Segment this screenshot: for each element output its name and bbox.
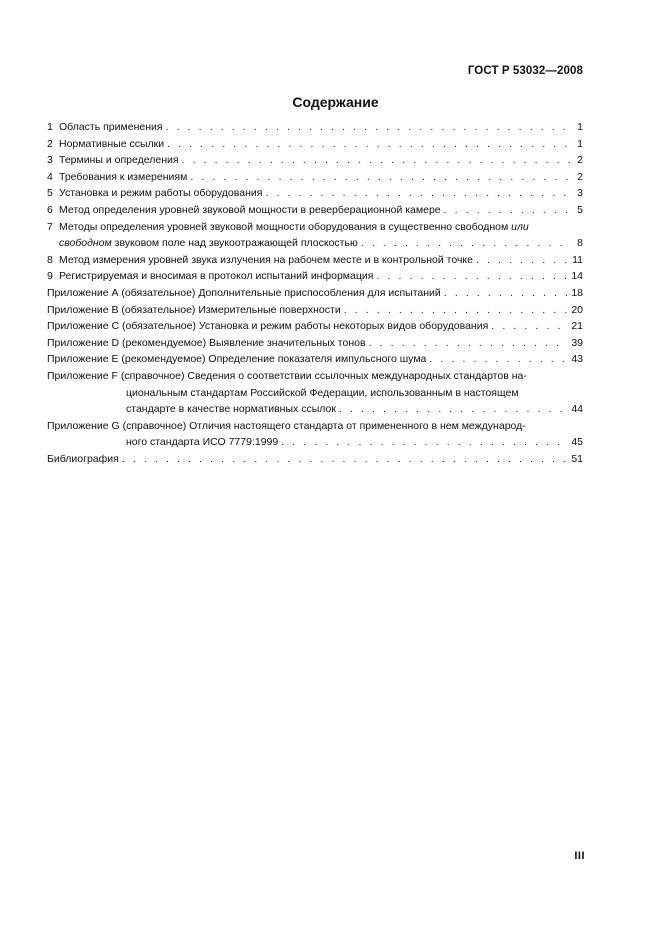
toc-entry-page: 2 <box>577 170 583 183</box>
toc-entry-line <box>47 387 583 404</box>
toc-entry-1[interactable] <box>47 121 583 138</box>
toc-annex-label-line1: Приложение F (справочное) Сведения о соответствии ссылочных международных стандартов на- <box>47 369 527 382</box>
toc-annex-d[interactable] <box>47 337 583 354</box>
toc-entry-line <box>47 237 583 254</box>
toc-entry-label: Регистрируемая и вносимая в протокол испытаний информация <box>59 270 374 283</box>
toc-entry-number: 3 <box>47 154 53 167</box>
toc-bibliography[interactable] <box>47 453 583 470</box>
toc-annex-label-line3: стандарте в качестве нормативных ссылок <box>126 403 336 416</box>
toc-entry-9[interactable] <box>47 270 583 287</box>
toc-entry-page: 45 <box>571 436 583 449</box>
toc-entry-5[interactable] <box>47 187 583 204</box>
page-number: III <box>574 850 585 862</box>
toc-entry-page: 39 <box>571 336 583 349</box>
toc-entry-page: 44 <box>571 403 583 416</box>
toc-entry-line <box>47 403 583 420</box>
leader-dots <box>491 320 568 332</box>
toc-entry-page: 43 <box>571 353 583 366</box>
toc-entry-2[interactable] <box>47 138 583 155</box>
toc-entry-number: 1 <box>47 121 53 133</box>
toc-entry-7[interactable] <box>47 221 583 254</box>
toc-annex-label: Приложение В (обязательное) Измерительные поверхности <box>47 303 341 316</box>
toc-entry-line <box>47 420 583 437</box>
toc-entry-number: 5 <box>47 187 53 200</box>
toc-entry-page: 14 <box>571 270 583 283</box>
leader-dots <box>167 138 570 150</box>
toc-annex-c[interactable] <box>47 320 583 337</box>
toc-bibliography-label: Библиография <box>47 452 119 465</box>
toc-annex-label: Приложение С (обязательное) Установка и режим работы некоторых видов оборудования <box>47 320 489 333</box>
toc-annex-f[interactable] <box>47 370 583 420</box>
toc-annex-label-line2: циональным стандартам Российской Федерации, использованным в настоящем <box>126 386 519 399</box>
toc-entry-label: Термины и определения <box>59 154 179 167</box>
leader-dots <box>444 287 569 299</box>
leader-dots <box>265 187 570 199</box>
toc-entry-page: 11 <box>572 253 583 266</box>
leader-dots <box>122 453 568 465</box>
toc-annex-label: Приложение Е (рекомендуемое) Определение показателя импульсного шума <box>47 353 427 366</box>
toc-entry-emphasis: свободном <box>59 237 112 250</box>
standard-header: ГОСТ Р 53032—2008 <box>467 65 583 77</box>
toc-entry-label: Метод измерения уровней звука излучения на рабочем месте и в контрольной точке <box>59 253 473 266</box>
toc-entry-page: 21 <box>571 320 583 333</box>
toc-entry-line <box>47 221 583 238</box>
toc-entry-page: 8 <box>577 237 583 250</box>
toc-entry-number: 7 <box>47 220 53 233</box>
leader-dots <box>190 171 570 183</box>
toc-entry-text: звуковом поле над звукоотражающей плоскостью <box>114 237 358 250</box>
toc-entry-page: 1 <box>577 121 583 133</box>
toc-entry-page: 18 <box>571 286 583 299</box>
toc-entry-page: 51 <box>571 452 583 465</box>
toc-entry-emphasis: или <box>511 220 529 233</box>
toc-annex-label: Приложение D (рекомендуемое) Выявление значительных тонов <box>47 336 366 349</box>
toc-entry-line <box>47 370 583 387</box>
toc-entry-page: 1 <box>577 137 583 150</box>
leader-dots <box>344 304 569 316</box>
toc-entry-number: 2 <box>47 137 53 150</box>
toc-entry-8[interactable] <box>47 254 583 271</box>
toc-entry-6[interactable] <box>47 204 583 221</box>
toc-entry-page: 3 <box>577 187 583 200</box>
leader-dots <box>369 337 569 349</box>
leader-dots <box>429 353 568 365</box>
toc-annex-label: Приложение А (обязательное) Дополнительные приспособления для испытаний <box>47 286 441 299</box>
toc-entry-number: 6 <box>47 203 53 216</box>
toc-annex-e[interactable] <box>47 353 583 370</box>
toc-entry-label-line1 <box>59 221 529 233</box>
table-of-contents <box>47 121 583 469</box>
leader-dots <box>182 154 570 166</box>
toc-annex-label-line2: ного стандарта ИСО 7779:1999 <box>126 436 279 449</box>
leader-dots <box>444 204 570 216</box>
toc-entry-label: Установка и режим работы оборудования <box>59 187 263 200</box>
leader-dots <box>476 254 569 266</box>
toc-entry-label: Нормативные ссылки <box>59 137 165 150</box>
toc-entry-page: 5 <box>577 203 583 216</box>
toc-entry-page: 20 <box>571 303 583 316</box>
toc-entry-label: Область применения <box>59 121 163 133</box>
toc-entry-text: Методы определения уровней звуковой мощности оборудования в существенно свободном <box>59 220 509 233</box>
leader-dots <box>281 436 568 448</box>
toc-entry-number: 9 <box>47 270 53 283</box>
toc-entry-page: 2 <box>577 154 583 167</box>
leader-dots <box>339 403 568 415</box>
toc-entry-label-line2 <box>59 237 358 249</box>
leader-dots <box>166 121 570 133</box>
toc-entry-number: 4 <box>47 170 53 183</box>
page-title: Содержание <box>292 94 379 110</box>
toc-entry-3[interactable] <box>47 154 583 171</box>
toc-entry-label: Метод определения уровней звуковой мощности в реверберационной камере <box>59 203 441 216</box>
toc-annex-a[interactable] <box>47 287 583 304</box>
toc-annex-g[interactable] <box>47 420 583 453</box>
toc-entry-number: 8 <box>47 253 53 266</box>
leader-dots <box>376 270 568 282</box>
toc-annex-b[interactable] <box>47 304 583 321</box>
toc-annex-label-line1: Приложение G (справочное) Отличия настоящего стандарта от примененного в нем международ- <box>47 419 526 432</box>
toc-entry-label: Требования к измерениям <box>59 170 188 183</box>
toc-entry-4[interactable] <box>47 171 583 188</box>
leader-dots <box>361 237 570 249</box>
toc-entry-line <box>47 436 583 453</box>
